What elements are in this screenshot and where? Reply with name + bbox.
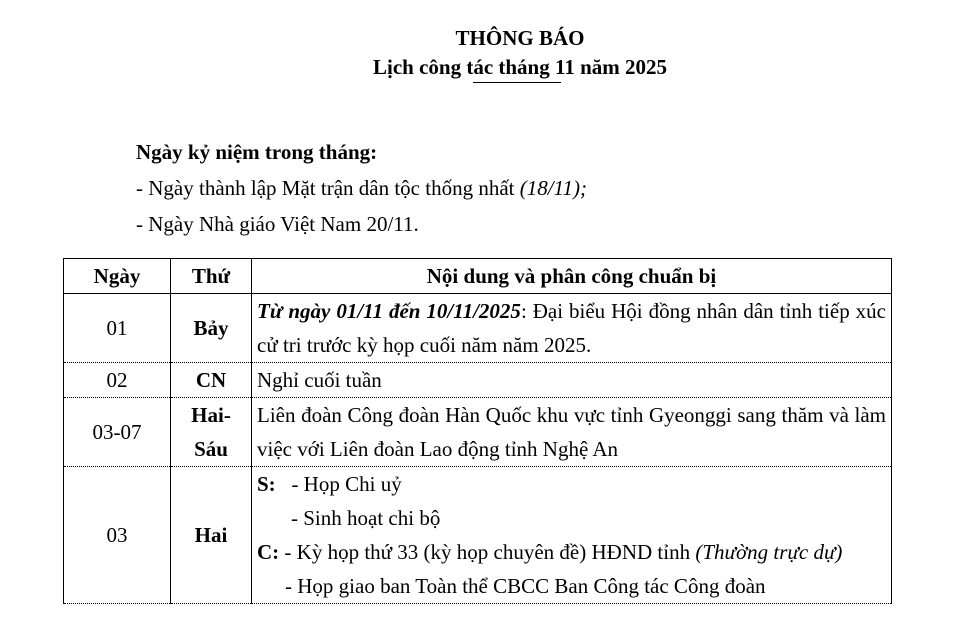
afternoon-item-text: - Kỳ họp thứ 33 (kỳ họp chuyên đề) HĐND tỉnh (279, 540, 696, 564)
cell-day: 02 (64, 363, 171, 398)
cell-weekday: Hai-Sáu (171, 398, 252, 467)
afternoon-label: C: (257, 540, 280, 564)
morning-item: - Sinh hoạt chi bộ (291, 506, 441, 530)
schedule-table (63, 258, 892, 604)
anniversaries-heading: Ngày kỷ niệm trong tháng: (136, 140, 378, 164)
column-header-content: Nội dung và phân công chuẩn bị (252, 259, 892, 294)
morning-item-text: - Họp Chi uỷ (291, 472, 402, 496)
title-underline (473, 82, 561, 83)
cell-content: Liên đoàn Công đoàn Hàn Quốc khu vực tỉnh Gyeonggi sang thăm và làm việc với Liên đoàn Lao động tỉnh Nghệ An (252, 398, 892, 467)
cell-content (252, 294, 892, 363)
table-row (64, 467, 892, 604)
afternoon-item-note: (Thường trực dự) (695, 540, 843, 564)
table-row (64, 363, 892, 398)
document-title: THÔNG BÁO (455, 26, 585, 50)
table-row (64, 398, 892, 467)
column-header-weekday: Thứ (171, 259, 252, 294)
cell-day: 03 (64, 467, 171, 604)
anniversary-item: - Ngày Nhà giáo Việt Nam 20/11. (136, 212, 419, 236)
cell-weekday: Bảy (171, 294, 252, 363)
cell-weekday: CN (171, 363, 252, 398)
afternoon-item (257, 535, 886, 569)
morning-label: S: (257, 472, 276, 496)
cell-content (252, 467, 892, 604)
table-row (64, 294, 892, 363)
anniversaries-section (136, 134, 587, 242)
anniversary-item-text: - Ngày thành lập Mặt trận dân tộc thống nhất (136, 176, 520, 200)
cell-content: Nghỉ cuối tuần (252, 363, 892, 398)
content-date-range: Từ ngày 01/11 đến 10/11/2025 (257, 299, 521, 323)
cell-weekday: Hai (171, 467, 252, 604)
morning-item (257, 467, 886, 501)
content-text: : Đại biểu Hội đồng nhân dân tỉnh tiếp xúc cử tri trước kỳ họp cuối năm năm 2025. (257, 299, 886, 357)
anniversary-item-date: (18/11); (519, 176, 587, 200)
cell-day: 03-07 (64, 398, 171, 467)
column-header-day: Ngày (64, 259, 171, 294)
afternoon-item: - Họp giao ban Toàn thể CBCC Ban Công tác Công đoàn (285, 574, 766, 598)
document-subtitle: Lịch công tác tháng 11 năm 2025 (372, 55, 668, 79)
cell-day: 01 (64, 294, 171, 363)
anniversary-item (136, 170, 587, 206)
table-header-row (64, 259, 892, 294)
